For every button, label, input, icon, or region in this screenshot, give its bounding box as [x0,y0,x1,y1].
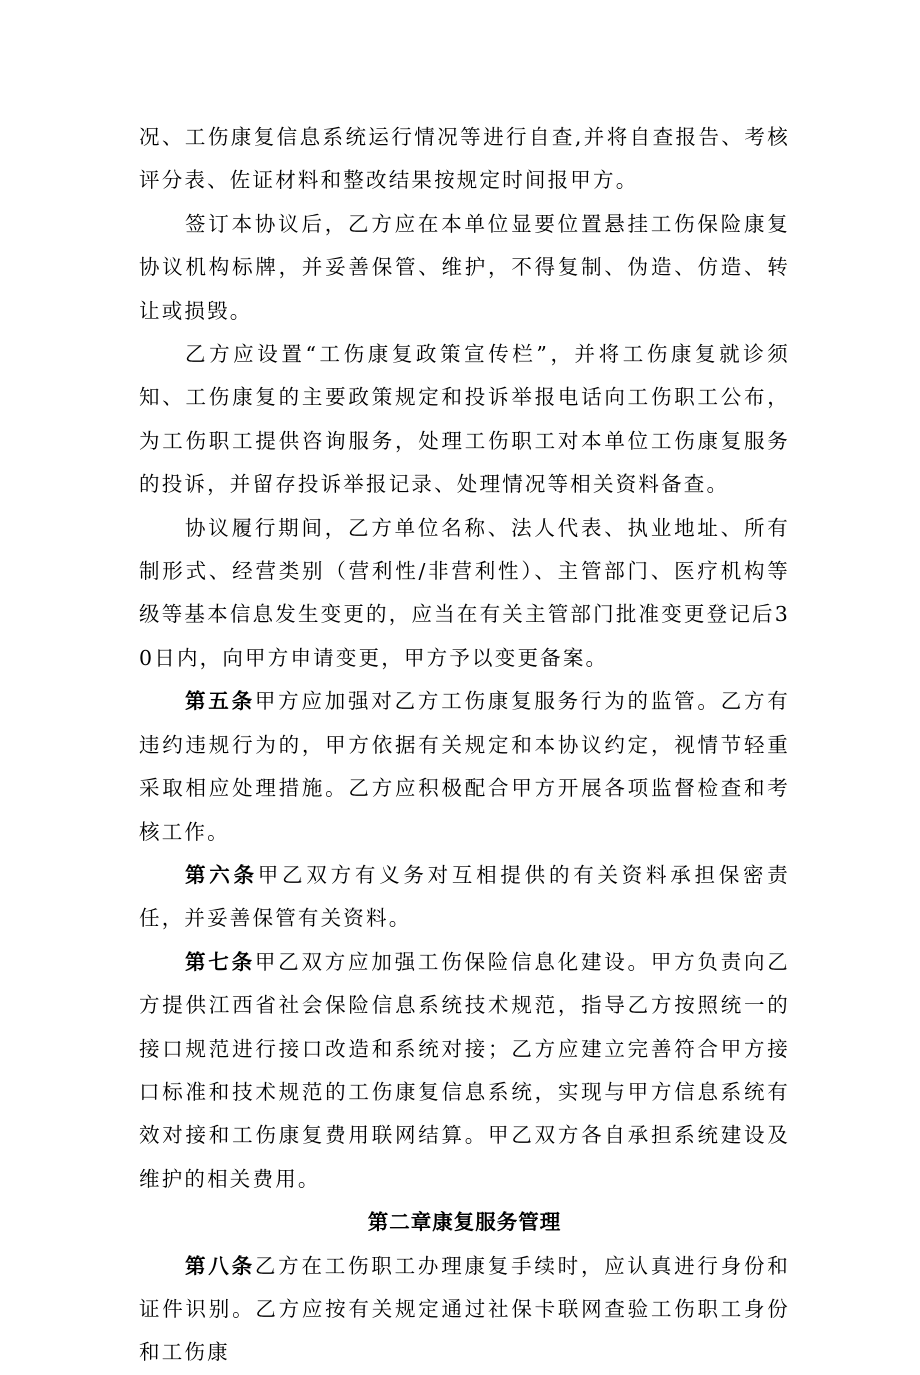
paragraph-info-change: 协议履行期间，乙方单位名称、法人代表、执业地址、所有制形式、经营类别（营利性/非营利性）、主管部门、医疗机构等级等基本信息发生变更的，应当在有关主管部门批准变更登记后30日内，向甲方申请变更，甲方予以变更备案。 [139,515,790,670]
article-8-text: 乙方在工伤职工办理康复手续时，应认真进行身份和证件识别。乙方应按有关规定通过社保卡联网查验工伤职工身份和工伤康 [139,1253,790,1365]
article-7-text: 甲乙双方应加强工伤保险信息化建设。甲方负责向乙方提供江西省社会保险信息系统技术规范，指导乙方按照统一的接口规范进行接口改造和系统对接；乙方应建立完善符合甲方接口标准和技术规范的工伤康复信息系统，实现与甲方信息系统有效对接和工伤康复费用联网结算。甲乙双方各自承担系统建设及维护的相关费用。 [139,949,790,1191]
paragraph-sign-plaque: 签订本协议后，乙方应在本单位显要位置悬挂工伤保险康复协议机构标牌，并妥善保管、维护，不得复制、伪造、仿造、转让或损毁。 [139,211,790,323]
paragraph-continuation: 况、工伤康复信息系统运行情况等进行自查,并将自查报告、考核评分表、佐证材料和整改结果按规定时间报甲方。 [139,125,790,193]
article-8 [139,1245,790,1375]
chapter-title: 第二章康复服务管理 [367,1210,562,1235]
article-5 [139,680,790,854]
article-5-text: 甲方应加强对乙方工伤康复服务行为的监管。乙方有违约违规行为的，甲方依据有关规定和本协议约定，视情节轻重采取相应处理措施。乙方应积极配合甲方开展各项监督检查和考核工作。 [139,689,790,844]
article-6-label: 第六条 [185,862,258,887]
article-7 [139,941,790,1201]
article-7-label: 第七条 [185,949,255,974]
article-6 [139,854,790,941]
article-6-text: 甲乙双方有义务对互相提供的有关资料承担保密责任，并妥善保管有关资料。 [139,862,790,931]
document-page [139,116,790,1375]
paragraph-policy-board: 乙方应设置“工伤康复政策宣传栏”，并将工伤康复就诊须知、工伤康复的主要政策规定和投诉举报电话向工伤职工公布，为工伤职工提供咨询服务，处理工伤职工对本单位工伤康复服务的投诉，并留存投诉举报记录、处理情况等相关资料备查。 [139,342,790,497]
article-8-label: 第八条 [185,1253,255,1278]
article-5-label: 第五条 [185,689,255,714]
